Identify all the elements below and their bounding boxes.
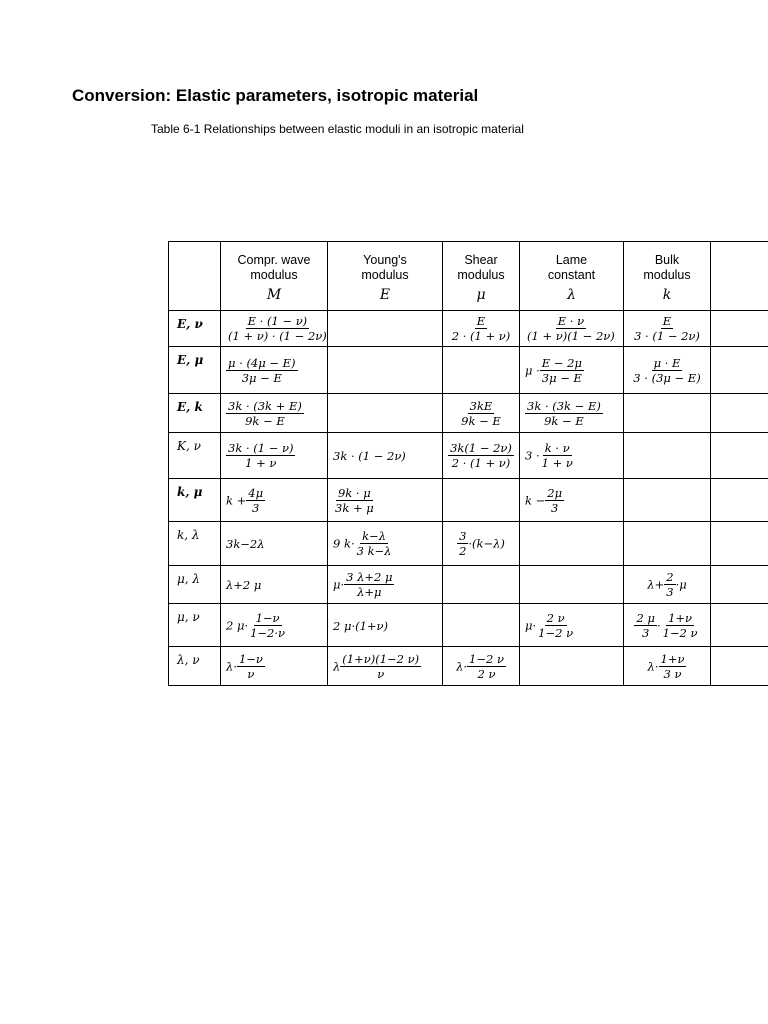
numerator: 2μ [547, 485, 563, 500]
table-row [169, 433, 768, 479]
denominator: 9k − E [461, 413, 501, 428]
table-row [169, 647, 768, 686]
formula-cell-lame-constant [520, 347, 624, 394]
formula-cell-bulk-modulus [624, 479, 711, 522]
formula-cell-compr-wave-modulus [221, 479, 328, 522]
denominator: ν [377, 666, 385, 681]
clipped-column-cell [711, 347, 768, 394]
fraction [634, 611, 656, 640]
formula-cell-lame-constant [520, 479, 624, 522]
formula-cell-bulk-modulus [624, 347, 711, 394]
row-label: k, μ [169, 479, 221, 522]
row-label: k, λ [169, 522, 221, 566]
formula-cell-compr-wave-modulus [221, 566, 328, 604]
header-line: Lame [555, 253, 588, 267]
fraction [631, 356, 702, 385]
numerator: 1−ν [238, 651, 263, 666]
formula-cell-bulk-modulus [624, 394, 711, 433]
header-line: modulus [457, 268, 505, 282]
formula-cell-compr-wave-modulus [221, 647, 328, 686]
fraction [525, 314, 617, 343]
fraction [664, 570, 675, 599]
formula-cell-youngs-modulus [328, 479, 443, 522]
formula-suffix: ·μ [675, 577, 687, 592]
fraction [226, 399, 304, 428]
numerator: E [662, 314, 672, 328]
formula-prefix: k − [525, 493, 546, 507]
formula-text: 3k−2λ [226, 537, 265, 551]
formula-cell-youngs-modulus [328, 647, 443, 686]
denominator: 3 · (1 − 2ν) [634, 329, 700, 343]
denominator: 3k + μ [335, 500, 374, 515]
denominator: 3μ − E [541, 370, 582, 385]
fraction [226, 356, 298, 385]
numerator: 2 ν [546, 610, 565, 625]
header-line: modulus [361, 268, 409, 282]
formula-cell-youngs-modulus [328, 311, 443, 347]
moduli-table-grid [168, 241, 768, 686]
formula-cell-shear-modulus [443, 347, 520, 394]
formula-cell-bulk-modulus [624, 522, 711, 566]
denominator: 3 [666, 585, 674, 599]
denominator: 3 [642, 625, 650, 640]
formula-cell-bulk-modulus [624, 311, 711, 347]
fraction [448, 441, 514, 470]
formula-cell-compr-wave-modulus [221, 311, 328, 347]
denominator: 3 [252, 500, 260, 515]
table-body [169, 242, 768, 686]
formula-cell-bulk-modulus [624, 433, 711, 479]
header-symbol: λ [567, 287, 576, 303]
row-label: μ, λ [169, 566, 221, 604]
numerator: E [476, 314, 486, 328]
formula-cell-shear-modulus [443, 522, 520, 566]
formula-cell-compr-wave-modulus [221, 522, 328, 566]
denominator: 1−2 ν [538, 625, 574, 640]
formula-cell-shear-modulus [443, 647, 520, 686]
clipped-column-cell [711, 242, 768, 311]
numerator: 1+ν [668, 610, 693, 625]
formula-cell-lame-constant [520, 647, 624, 686]
clipped-column-cell [711, 647, 768, 686]
fraction [659, 652, 687, 681]
formula-text: λ+2 μ [226, 578, 262, 592]
formula-prefix: μ· [333, 577, 345, 592]
table-row [169, 394, 768, 433]
header-symbol: k [662, 287, 672, 303]
numerator: μ · E [653, 355, 681, 370]
clipped-column-cell [711, 566, 768, 604]
formula-cell-shear-modulus [443, 604, 520, 647]
clipped-column-cell [711, 522, 768, 566]
formula-cell-bulk-modulus [624, 566, 711, 604]
formula-suffix: ·(k−λ) [468, 536, 505, 551]
row-label: μ, ν [169, 604, 221, 647]
formula-prefix: λ+ [647, 577, 665, 592]
formula-cell-compr-wave-modulus [221, 433, 328, 479]
moduli-table [168, 241, 768, 687]
formula-cell-lame-constant [520, 522, 624, 566]
numerator: (1+ν)(1−2 ν) [342, 651, 420, 666]
fraction [237, 652, 265, 681]
formula-cell-youngs-modulus [328, 394, 443, 433]
formula-cell-compr-wave-modulus [221, 394, 328, 433]
denominator: 2 [459, 544, 467, 558]
formula-prefix: k + [226, 493, 247, 507]
numerator: 3 [459, 529, 467, 543]
numerator: μ · (4μ − E) [228, 355, 296, 370]
header-bulk-modulus [624, 242, 711, 311]
formula-prefix: λ· [647, 659, 659, 673]
fraction [248, 611, 287, 640]
formula-operator: · [656, 618, 661, 632]
header-line: Compr. wave [237, 253, 311, 267]
formula-cell-youngs-modulus [328, 522, 443, 566]
denominator: 1 + ν [541, 456, 573, 470]
numerator: E − 2μ [541, 355, 582, 370]
fraction [226, 314, 328, 343]
header-line: Young's [363, 253, 407, 267]
denominator: 3 · (3μ − E) [633, 370, 701, 385]
denominator: 3 [551, 500, 559, 515]
formula-prefix: 9 k· [333, 536, 355, 551]
formula-cell-bulk-modulus [624, 604, 711, 647]
numerator: 1−ν [255, 610, 280, 625]
numerator: 3k · (1 − ν) [228, 441, 294, 455]
formula-prefix: μ· [525, 618, 537, 632]
fraction [632, 314, 702, 343]
clipped-column-cell [711, 433, 768, 479]
numerator: E · (1 − ν) [247, 314, 308, 328]
formula-cell-youngs-modulus [328, 604, 443, 647]
fraction [226, 441, 295, 470]
table-caption: Table 6-1 Relationships between elastic moduli in an isotropic material [151, 122, 524, 136]
header-symbol: E [379, 287, 391, 303]
clipped-column-cell [711, 394, 768, 433]
header-line: modulus [643, 268, 691, 282]
clipped-column-cell [711, 479, 768, 522]
row-label: E, ν [169, 311, 221, 347]
formula-prefix: λ· [456, 659, 468, 673]
table-row [169, 347, 768, 394]
formula-cell-lame-constant [520, 566, 624, 604]
formula-text: 2 μ·(1+ν) [333, 618, 389, 633]
formula-cell-shear-modulus [443, 311, 520, 347]
fraction [246, 486, 265, 515]
formula-cell-shear-modulus [443, 433, 520, 479]
fraction [459, 399, 503, 428]
header-row [169, 242, 768, 311]
formula-cell-lame-constant [520, 604, 624, 647]
numerator: 3k · (3k − E) [527, 398, 601, 413]
fraction [344, 570, 394, 599]
header-shear-modulus [443, 242, 520, 311]
header-lame-constant [520, 242, 624, 311]
formula-cell-compr-wave-modulus [221, 604, 328, 647]
numerator: 2 μ [636, 610, 655, 625]
header-symbol: M [266, 287, 282, 303]
denominator: 2 · (1 + ν) [451, 456, 511, 470]
denominator: 3 ν [663, 666, 682, 681]
numerator: E · ν [557, 314, 585, 328]
formula-cell-compr-wave-modulus [221, 347, 328, 394]
formula-cell-youngs-modulus [328, 566, 443, 604]
row-label: K, ν [169, 433, 221, 479]
denominator: 9k − E [544, 413, 584, 428]
fraction [545, 486, 564, 515]
formula-prefix: λ [333, 659, 341, 673]
numerator: 4μ [248, 485, 264, 500]
formula-prefix: 3 · [525, 448, 540, 463]
fraction [450, 314, 513, 343]
denominator: (1 + ν)(1 − 2ν) [527, 329, 615, 343]
fraction [661, 611, 700, 640]
row-label: λ, ν [169, 647, 221, 686]
numerator: k−λ [362, 529, 386, 543]
numerator: 2 [666, 570, 674, 584]
formula-cell-shear-modulus [443, 394, 520, 433]
fraction [355, 529, 394, 558]
table-row [169, 311, 768, 347]
header-line: Bulk [654, 253, 680, 267]
formula-prefix: 2 μ· [226, 618, 249, 632]
fraction [340, 652, 421, 681]
table-row [169, 479, 768, 522]
fraction [457, 529, 468, 558]
header-symbol: μ [476, 287, 486, 303]
formula-cell-shear-modulus [443, 566, 520, 604]
page-title: Conversion: Elastic parameters, isotropic material [72, 86, 479, 105]
denominator: λ+μ [357, 585, 382, 599]
table-row [169, 566, 768, 604]
formula-prefix: μ · [525, 363, 540, 377]
fraction [540, 441, 575, 470]
denominator: 1−2 ν [662, 625, 698, 640]
fraction [536, 611, 575, 640]
denominator: (1 + ν) · (1 − 2ν) [228, 329, 327, 343]
formula-cell-lame-constant [520, 394, 624, 433]
formula-cell-youngs-modulus [328, 433, 443, 479]
header-line: constant [547, 268, 596, 282]
numerator: 9k · μ [337, 485, 371, 500]
denominator: 2 ν [477, 666, 496, 681]
numerator: k · ν [544, 441, 570, 455]
table-row [169, 604, 768, 647]
header-line: modulus [250, 268, 298, 282]
clipped-column-cell [711, 311, 768, 347]
table-row [169, 522, 768, 566]
row-label: E, k [169, 394, 221, 433]
numerator: 1+ν [660, 651, 685, 666]
fraction [333, 486, 376, 515]
header-line: Shear [464, 253, 498, 267]
formula-cell-bulk-modulus [624, 647, 711, 686]
formula-text: 3k · (1 − 2ν) [333, 449, 406, 463]
clipped-column-cell [711, 604, 768, 647]
numerator: 3k · (3k + E) [228, 398, 302, 413]
fraction [467, 652, 506, 681]
corner-cell [169, 242, 221, 311]
denominator: 2 · (1 + ν) [451, 329, 511, 343]
formula-cell-youngs-modulus [328, 347, 443, 394]
formula-cell-shear-modulus [443, 479, 520, 522]
row-label: E, μ [169, 347, 221, 394]
denominator: 1 + ν [245, 456, 277, 470]
header-compr-wave-modulus [221, 242, 328, 311]
denominator: 3μ − E [241, 370, 282, 385]
numerator: 1−2 ν [469, 651, 504, 666]
numerator: 3 λ+2 μ [346, 570, 393, 584]
denominator: 3 k−λ [356, 544, 392, 558]
formula-cell-lame-constant [520, 311, 624, 347]
fraction [540, 356, 584, 385]
numerator: 3k(1 − 2ν) [450, 441, 512, 455]
denominator: 1−2·ν [250, 625, 286, 640]
fraction [525, 399, 603, 428]
header-youngs-modulus [328, 242, 443, 311]
numerator: 3kE [469, 398, 493, 413]
denominator: ν [247, 666, 255, 681]
formula-prefix: λ· [226, 659, 237, 673]
denominator: 9k − E [245, 413, 285, 428]
formula-cell-lame-constant [520, 433, 624, 479]
